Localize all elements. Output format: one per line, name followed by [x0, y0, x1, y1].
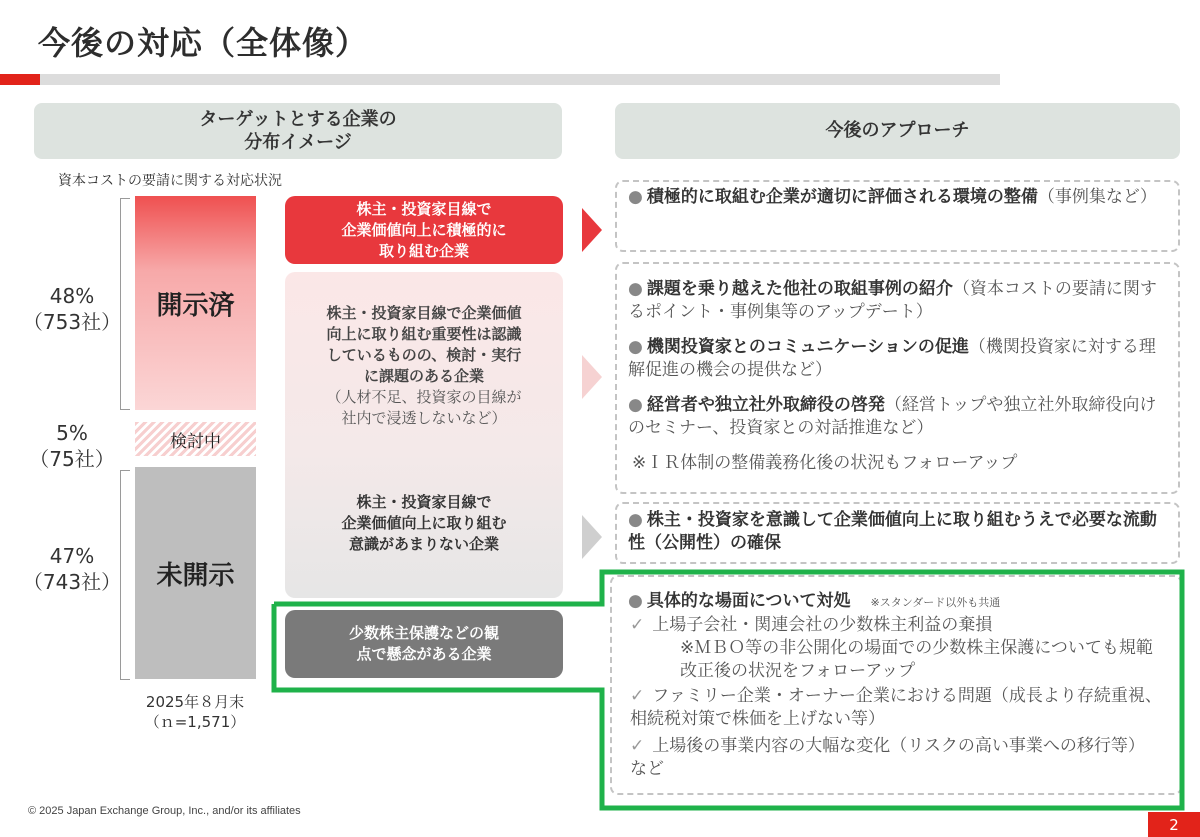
approach-ir-note: ※ＩＲ体制の整備義務化後の状況もフォローアップ — [632, 453, 1018, 473]
approach-item-4-rest: （経営トップや独立社外取締役向けのセミナー、投資家との対話推進など） — [628, 395, 1157, 439]
bullet-icon: ● — [628, 395, 643, 415]
approach-item-6-bold: 株主・投資家を意識して企業価値向上に取り組むうえで必要な流動性（公開性）の確保 — [628, 510, 1157, 554]
approach-item-3-rest: （機関投資家に対する理解促進の機会の提供など） — [628, 337, 1156, 381]
box-active-line1: 株主・投資家目線で — [356, 199, 492, 218]
box-aware-line4: に課題のある企業 — [363, 367, 484, 385]
box-concern-line1: 少数株主保護などの観 — [348, 624, 499, 642]
box-unaware-line2: 企業価値向上に取り組む — [341, 513, 507, 532]
left-header-line1: ターゲットとする企業の — [199, 108, 397, 130]
bar-disclosed: 開示済 — [135, 196, 256, 410]
page-number: 2 — [1148, 812, 1200, 837]
box-aware-line3: しているものの、検討・実行 — [326, 346, 522, 364]
sample-size: （ｎ=1,571） — [144, 713, 246, 732]
approach-item-3-bold: 機関投資家とのコミュニケーションの促進 — [646, 337, 969, 357]
box-unaware-line3: 意識があまりない企業 — [348, 534, 499, 553]
check-item-4-text: 上場後の事業内容の大幅な変化（リスクの高い事業への移行等） など — [630, 736, 1188, 780]
box-active-line2: 企業価値向上に積極的に — [341, 220, 507, 239]
box-active-line3: 取り組む企業 — [378, 241, 469, 260]
bar-considering: 検討中 — [135, 422, 256, 456]
pct-undisclosed-count: （743社） — [22, 570, 122, 594]
box-aware-line2: 向上に取り組む重要性は認識 — [326, 325, 522, 343]
checkmark-icon: ✓ — [630, 736, 645, 756]
bullet-icon: ● — [628, 591, 643, 611]
bullet-icon: ● — [628, 187, 643, 207]
right-section-header: 今後のアプローチ — [615, 103, 1180, 159]
chart-subtitle: 資本コストの要請に関する対応状況 — [58, 173, 282, 189]
box-aware-sub1: （人材不足、投資家の目線が — [326, 388, 522, 406]
approach-item-4-bold: 経営者や独立社外取締役の啓発 — [646, 395, 885, 415]
box-aware-line1: 株主・投資家目線で企業価値 — [326, 304, 522, 322]
check-item-3-text: ファミリー企業・オーナー企業における問題（成長より存続重視、相続税対策で株価を上げない等） — [630, 686, 1162, 730]
pct-disclosed-count: （753社） — [22, 310, 122, 334]
pct-considering-count: （75社） — [29, 447, 115, 471]
approach-item-2-bold: 課題を乗り越えた他社の取組事例の紹介 — [646, 279, 953, 299]
check-item-2-note: ※ＭＢＯ等の非公開化の場面での少数株主保護についても規範改正後の状況をフォローアップ — [680, 638, 1153, 682]
approach-item-7-note: ※スタンダード以外も共通 — [870, 596, 1001, 609]
approach-item-7-bold: 具体的な場面について対処 — [646, 591, 851, 611]
approach-item-2-rest: （資本コストの要請に関するポイント・事例集等のアップデート） — [628, 279, 1157, 323]
box-concern-line2: 点で懸念がある企業 — [356, 645, 492, 663]
pct-undisclosed-value: 47% — [49, 544, 95, 568]
left-header-line2: 分布イメージ — [244, 132, 352, 153]
bullet-icon: ● — [628, 337, 643, 357]
pct-disclosed-value: 48% — [49, 284, 95, 308]
check-item-1-text: 上場子会社・関連会社の少数株主利益の棄損 — [652, 615, 993, 635]
box-aware-sub2: 社内で浸透しないなど） — [341, 409, 507, 427]
copyright-footer: © 2025 Japan Exchange Group, Inc., and/or its affiliates — [28, 805, 301, 817]
checkmark-icon: ✓ — [630, 686, 645, 706]
checkmark-icon: ✓ — [630, 615, 645, 635]
approach-item-1-bold: 積極的に取組む企業が適切に評価される環境の整備 — [646, 187, 1038, 207]
approach-item-1-rest: （事例集など） — [1037, 187, 1157, 207]
box-unaware-line1: 株主・投資家目線で — [356, 492, 492, 511]
pct-considering-value: 5% — [56, 421, 88, 445]
bullet-icon: ● — [628, 510, 643, 530]
page-title: 今後の対応（全体像） — [38, 24, 369, 62]
bullet-icon: ● — [628, 279, 643, 299]
as-of-date: 2025年８月末 — [145, 693, 245, 711]
bar-undisclosed: 未開示 — [135, 467, 256, 679]
